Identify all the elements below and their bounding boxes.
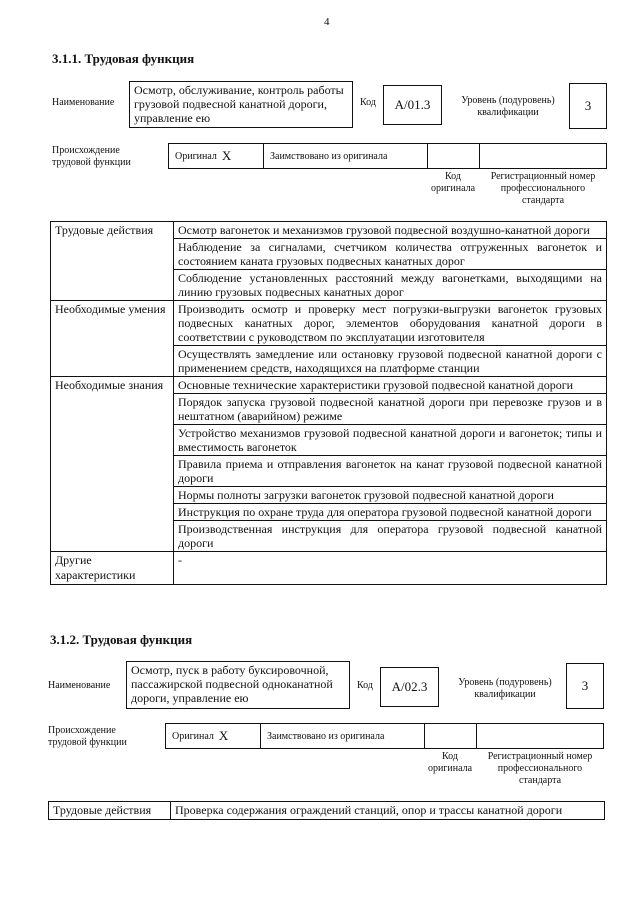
table-cell: Соблюдение установленных расстояний между вагонетками, выходящими на линию грузовых подвесных канатных дорог — [174, 270, 607, 301]
code-value: A/02.3 — [380, 667, 439, 707]
table-row — [51, 552, 607, 585]
original-label: Оригинал — [172, 730, 214, 742]
table-row — [51, 301, 607, 346]
row-label-knowledge: Необходимые знания — [51, 377, 174, 552]
table-cell: Инструкция по охране труда для оператора грузовой подвесной канатной дороги — [174, 504, 607, 521]
original-label: Оригинал — [175, 150, 217, 162]
row-label-other: Другие характеристики — [51, 552, 174, 585]
code-original-label: Код оригинала — [430, 171, 476, 194]
level-label: Уровень (подуровень) квалификации — [458, 677, 552, 700]
original-cell — [165, 723, 261, 749]
row-label-labor-actions: Трудовые действия — [49, 802, 171, 820]
table-cell: Основные технические характеристики грузовой подвесной канатной дороги — [174, 377, 607, 394]
original-cell — [168, 143, 264, 169]
level-label: Уровень (подуровень) квалификации — [461, 95, 555, 118]
origin-label: Происхождение трудовой функции — [48, 725, 127, 748]
section-heading: 3.1.2. Трудовая функция — [50, 632, 193, 647]
origin-label: Происхождение трудовой функции — [52, 145, 131, 168]
table-cell: Производить осмотр и проверку мест погрузки-выгрузки вагонеток грузовых подвесных канатных дорог, элементов оборудования канатной дороги в соответствии с руководством по эксплуатации изготовителя — [174, 301, 607, 346]
table-row — [51, 377, 607, 394]
table-cell: Осуществлять замедление или остановку грузовой подвесной канатной дороги с применением средств, находящихся на платформе станции — [174, 346, 607, 377]
page-number: 4 — [324, 16, 330, 28]
function-name-box: Осмотр, обслуживание, контроль работы грузовой подвесной канатной дороги, управление ею — [129, 81, 353, 128]
code-original-cell — [427, 143, 480, 169]
original-mark: X — [218, 728, 229, 743]
code-original-cell — [424, 723, 477, 749]
code-value: A/01.3 — [383, 85, 442, 125]
table-cell: Проверка содержания ограждений станций, опор и трассы канатной дороги — [171, 802, 605, 820]
reg-number-cell — [479, 143, 607, 169]
row-label-labor-actions: Трудовые действия — [51, 222, 174, 301]
original-mark: X — [221, 148, 232, 163]
reg-number-label: Регистрационный номер профессионального стандарта — [487, 751, 593, 786]
borrowed-cell: Заимствовано из оригинала — [263, 143, 428, 169]
table-row — [51, 222, 607, 239]
table-cell: - — [174, 552, 607, 585]
table-cell: Нормы полноты загрузки вагонеток грузовой подвесной канатной дороги — [174, 487, 607, 504]
table-cell: Правила приема и отправления вагонеток на канат грузовой подвесной канатной дороги — [174, 456, 607, 487]
name-label: Наименование — [48, 680, 111, 691]
table-cell: Устройство механизмов грузовой подвесной канатной дороги и вагонеток; типы и вместимость вагонеток — [174, 425, 607, 456]
code-label: Код — [360, 97, 376, 108]
function-table — [50, 221, 607, 585]
table-cell: Осмотр вагонеток и механизмов грузовой подвесной воздушно-канатной дороги — [174, 222, 607, 239]
borrowed-cell: Заимствовано из оригинала — [260, 723, 425, 749]
table-cell: Производственная инструкция для оператора грузовой подвесной канатной дороги — [174, 521, 607, 552]
name-label: Наименование — [52, 97, 115, 108]
function-table — [48, 801, 605, 820]
code-label: Код — [357, 680, 373, 691]
table-cell: Наблюдение за сигналами, счетчиком количества отгруженных вагонеток и состоянием каната грузовых подвесных канатных дорог — [174, 239, 607, 270]
function-name-box: Осмотр, пуск в работу буксировочной, пассажирской подвесной одноканатной дороги, управление ею — [126, 661, 350, 709]
reg-number-cell — [476, 723, 604, 749]
reg-number-label: Регистрационный номер профессионального стандарта — [490, 171, 596, 206]
code-original-label: Код оригинала — [427, 751, 473, 774]
level-value: 3 — [569, 83, 607, 129]
table-row — [49, 802, 605, 820]
table-cell: Порядок запуска грузовой подвесной канатной дороги при перевозке грузов и в нештатном (аварийном) режиме — [174, 394, 607, 425]
level-value: 3 — [566, 663, 604, 709]
section-heading: 3.1.1. Трудовая функция — [52, 51, 195, 66]
row-label-skills: Необходимые умения — [51, 301, 174, 377]
